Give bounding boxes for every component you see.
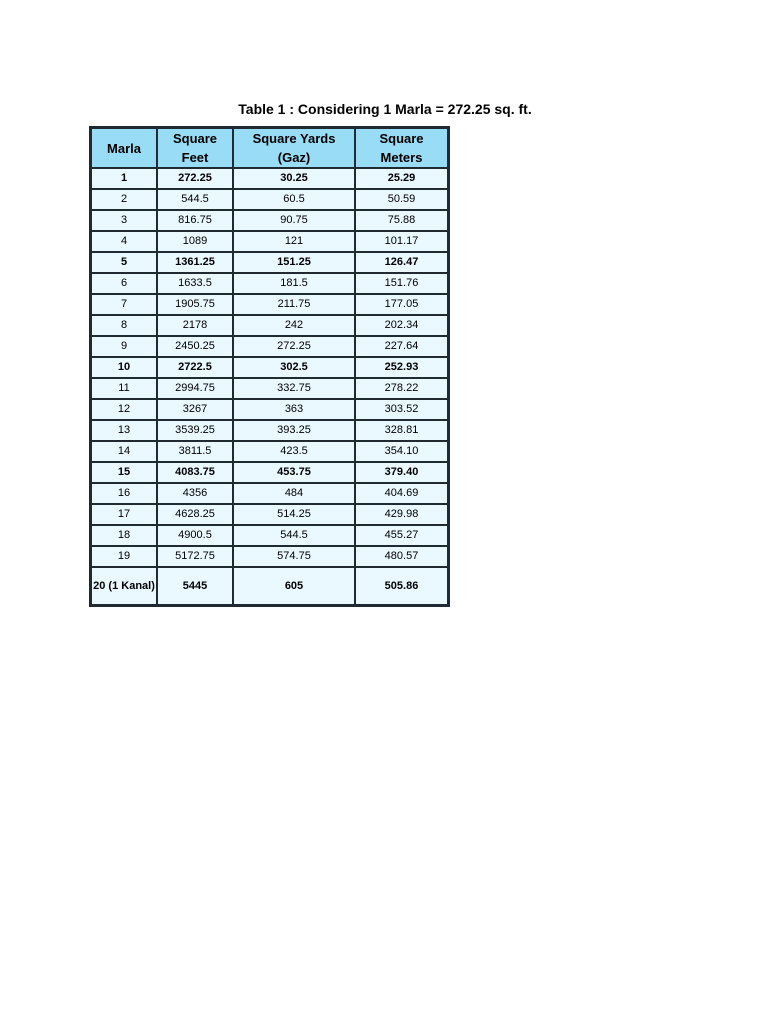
table-row [91,273,448,294]
header-marla-label: Marla [107,140,141,156]
cell-marla: 9 [91,336,157,357]
cell-marla: 15 [91,462,157,483]
header-square-meters-line-1: Square [379,131,424,146]
cell-square-feet: 4356 [157,483,233,504]
table-row [91,378,448,399]
cell-square-feet: 3811.5 [157,441,233,462]
cell-marla: 16 [91,483,157,504]
cell-square-yards: 151.25 [233,252,355,273]
table-row [91,252,448,273]
cell-square-feet: 3539.25 [157,420,233,441]
table-row [91,504,448,525]
cell-marla: 7 [91,294,157,315]
cell-marla: 20 (1 Kanal) [91,567,157,605]
cell-square-yards: 574.75 [233,546,355,567]
header-marla [91,128,157,168]
cell-square-meters: 101.17 [355,231,448,252]
cell-square-meters: 25.29 [355,168,448,189]
table-row [91,399,448,420]
cell-square-meters: 227.64 [355,336,448,357]
cell-square-meters: 75.88 [355,210,448,231]
table-row [91,231,448,252]
marla-conversion-table [89,126,450,607]
cell-marla: 6 [91,273,157,294]
table-row [91,168,448,189]
cell-square-yards: 60.5 [233,189,355,210]
cell-square-meters: 379.40 [355,462,448,483]
cell-marla: 19 [91,546,157,567]
cell-square-feet: 272.25 [157,168,233,189]
cell-marla: 18 [91,525,157,546]
cell-square-meters: 177.05 [355,294,448,315]
header-square-yards-line-2: (Gaz) [277,150,311,165]
cell-square-feet: 4628.25 [157,504,233,525]
header-square-yards [233,128,355,168]
table-row [91,189,448,210]
cell-square-meters: 404.69 [355,483,448,504]
cell-marla: 17 [91,504,157,525]
cell-square-feet: 4083.75 [157,462,233,483]
cell-marla: 11 [91,378,157,399]
cell-square-feet: 4900.5 [157,525,233,546]
cell-square-feet: 816.75 [157,210,233,231]
cell-square-meters: 429.98 [355,504,448,525]
cell-square-feet: 5172.75 [157,546,233,567]
cell-marla: 5 [91,252,157,273]
cell-square-feet: 2994.75 [157,378,233,399]
cell-square-meters: 202.34 [355,315,448,336]
cell-marla: 2 [91,189,157,210]
cell-marla: 4 [91,231,157,252]
cell-square-feet: 1905.75 [157,294,233,315]
cell-square-meters: 354.10 [355,441,448,462]
cell-square-meters: 151.76 [355,273,448,294]
cell-square-feet: 2178 [157,315,233,336]
cell-square-yards: 211.75 [233,294,355,315]
table-row [91,462,448,483]
cell-square-yards: 302.5 [233,357,355,378]
cell-square-yards: 90.75 [233,210,355,231]
cell-square-yards: 363 [233,399,355,420]
cell-marla: 8 [91,315,157,336]
table-row [91,336,448,357]
cell-square-yards: 181.5 [233,273,355,294]
cell-square-meters: 252.93 [355,357,448,378]
header-square-feet-line-1: Square [172,131,218,146]
cell-square-yards: 605 [233,567,355,605]
cell-square-yards: 423.5 [233,441,355,462]
cell-square-feet: 544.5 [157,189,233,210]
cell-square-yards: 484 [233,483,355,504]
cell-marla: 1 [91,168,157,189]
table-row [91,357,448,378]
table-row [91,294,448,315]
cell-square-meters: 480.57 [355,546,448,567]
cell-square-feet: 1089 [157,231,233,252]
cell-marla: 10 [91,357,157,378]
table-row [91,315,448,336]
header-square-feet [157,128,233,168]
cell-square-yards: 393.25 [233,420,355,441]
table-row [91,420,448,441]
table-body [91,168,448,605]
header-square-meters-line-2: Meters [380,150,423,165]
table-header-row [91,128,448,168]
cell-square-meters: 278.22 [355,378,448,399]
cell-marla: 3 [91,210,157,231]
cell-square-feet: 3267 [157,399,233,420]
cell-square-feet: 2722.5 [157,357,233,378]
cell-square-feet: 5445 [157,567,233,605]
cell-square-feet: 2450.25 [157,336,233,357]
table-row [91,441,448,462]
cell-square-meters: 505.86 [355,567,448,605]
cell-square-yards: 514.25 [233,504,355,525]
cell-square-feet: 1633.5 [157,273,233,294]
cell-square-yards: 332.75 [233,378,355,399]
table-row [91,210,448,231]
table-row [91,567,448,605]
cell-square-yards: 121 [233,231,355,252]
table-row [91,546,448,567]
cell-square-yards: 453.75 [233,462,355,483]
cell-marla: 13 [91,420,157,441]
cell-square-feet: 1361.25 [157,252,233,273]
cell-marla: 14 [91,441,157,462]
header-square-feet-line-2: Feet [181,150,209,165]
cell-square-yards: 272.25 [233,336,355,357]
table-row [91,525,448,546]
cell-square-yards: 30.25 [233,168,355,189]
table-title: Table 1 : Considering 1 Marla = 272.25 sq. ft. [238,101,532,117]
header-square-meters [355,128,448,168]
cell-square-meters: 455.27 [355,525,448,546]
cell-square-meters: 126.47 [355,252,448,273]
table-row [91,483,448,504]
cell-square-meters: 50.59 [355,189,448,210]
cell-square-meters: 328.81 [355,420,448,441]
cell-marla: 12 [91,399,157,420]
cell-square-meters: 303.52 [355,399,448,420]
cell-square-yards: 544.5 [233,525,355,546]
cell-square-yards: 242 [233,315,355,336]
header-square-yards-line-1: Square Yards [252,131,336,146]
